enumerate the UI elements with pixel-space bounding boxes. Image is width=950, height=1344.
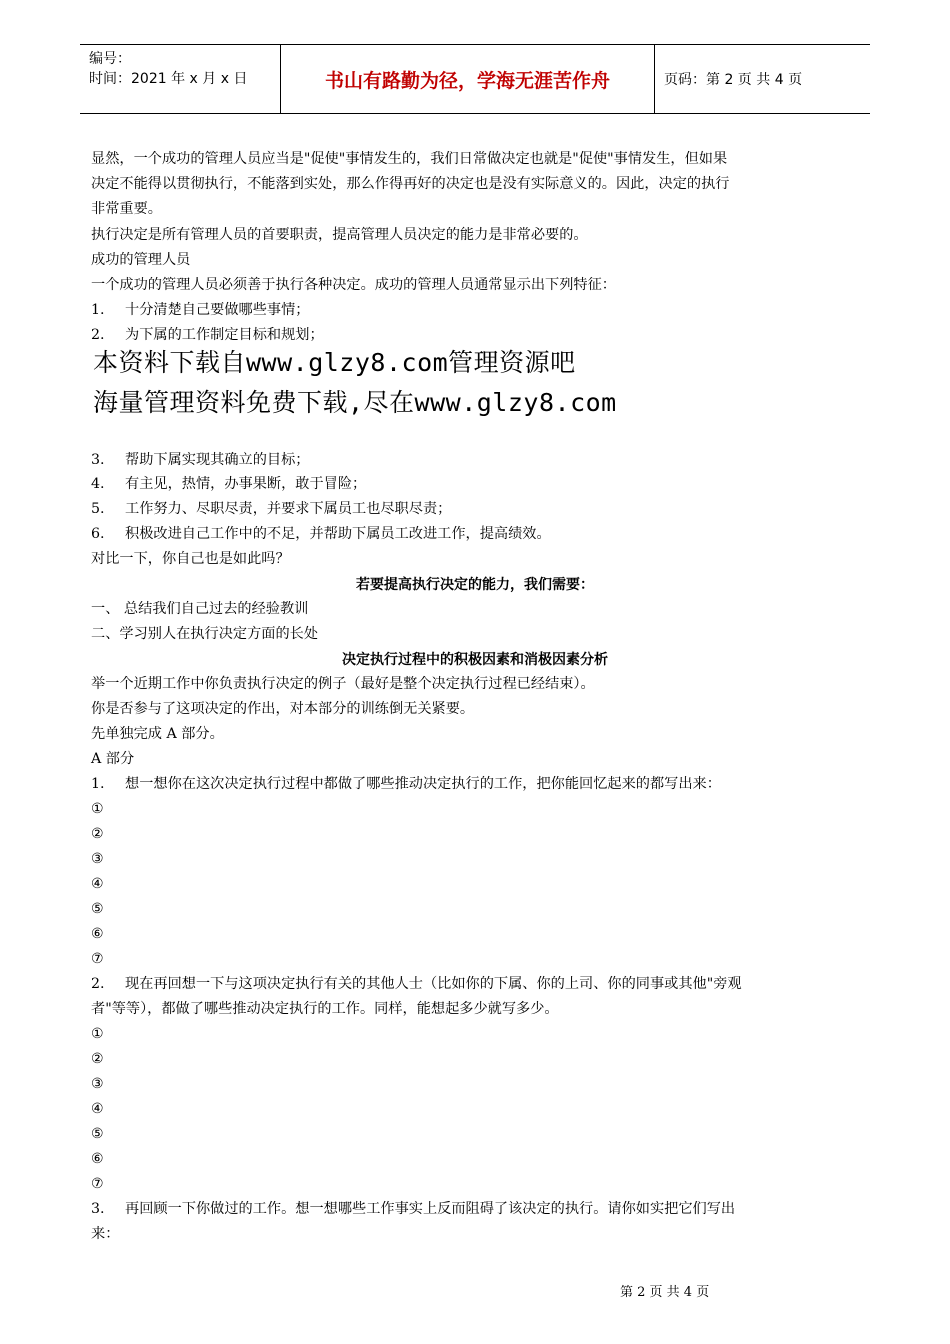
list-item: 4. 有主见，热情，办事果断，敢于冒险；: [91, 476, 367, 492]
question: 2. 现在再回想一下与这项决定执行有关的其他人士（比如你的下属、你的上司、你的同事或其他"旁观: [91, 976, 742, 992]
question: 1. 想一想你在这次决定执行过程中都做了哪些推动决定执行的工作，把你能回忆起来的都写出来：: [91, 776, 721, 792]
answer-slot: ④: [91, 876, 104, 892]
paragraph-line: 先单独完成 A 部分。: [91, 726, 224, 742]
download-ad-line: 本资料下载自www.glzy8.com管理资源吧: [93, 348, 576, 377]
page-header: [80, 44, 870, 114]
section-label: 成功的管理人员: [91, 252, 191, 268]
question: 3. 再回顾一下你做过的工作。想一想哪些工作事实上反而阻碍了该决定的执行。请你如实把它们写出: [91, 1201, 736, 1217]
paragraph-line: 对比一下，你自己也是如此吗？: [91, 551, 290, 567]
question-continuation: 者"等等），都做了哪些推动决定执行的工作。同样，能想起多少就写多少。: [91, 1001, 559, 1017]
answer-slot: ④: [91, 1101, 104, 1117]
answer-slot: ⑥: [91, 926, 104, 942]
header-motto: 书山有路勤为径，学海无涯苦作舟: [281, 45, 655, 113]
section-heading: 决定执行过程中的积极因素和消极因素分析: [342, 652, 608, 668]
paragraph-line: 显然，一个成功的管理人员应当是"促使"事情发生的，我们日常做决定也就是"促使"事情发生，但如果: [91, 151, 728, 167]
answer-slot: ⑤: [91, 1126, 104, 1142]
answer-slot: ②: [91, 1051, 104, 1067]
list-item: 5. 工作努力、尽职尽责，并要求下属员工也尽职尽责；: [91, 501, 452, 517]
list-item: 一、 总结我们自己过去的经验教训: [91, 601, 309, 617]
page-footer: 第 2 页 共 4 页: [620, 1285, 710, 1300]
section-heading: 若要提高执行决定的能力，我们需要：: [356, 577, 594, 593]
answer-slot: ⑦: [91, 1176, 104, 1192]
question-continuation: 来：: [91, 1226, 120, 1242]
header-page-label: 页码：第 2 页 共 4 页: [664, 72, 803, 88]
list-item: 6. 积极改进自己工作中的不足，并帮助下属员工改进工作，提高绩效。: [91, 526, 551, 542]
list-item: 2. 为下属的工作制定目标和规划；: [91, 327, 324, 343]
answer-slot: ①: [91, 1026, 104, 1042]
answer-slot: ⑥: [91, 1151, 104, 1167]
answer-slot: ①: [91, 801, 104, 817]
answer-slot: ⑤: [91, 901, 104, 917]
time-label: 时间：2021 年 x 月 x 日: [89, 71, 248, 87]
list-item: 二、学习别人在执行决定方面的长处: [91, 626, 319, 642]
answer-slot: ③: [91, 851, 104, 867]
paragraph-line: 你是否参与了这项决定的作出，对本部分的训练倒无关紧要。: [91, 701, 475, 717]
paragraph-line: 决定不能得以贯彻执行，不能落到实处，那么作得再好的决定也是没有实际意义的。因此，决定的执行: [91, 176, 730, 192]
list-item: 3. 帮助下属实现其确立的目标；: [91, 452, 310, 468]
answer-slot: ②: [91, 826, 104, 842]
paragraph-line: 非常重要。: [91, 201, 162, 217]
paragraph-line: 执行决定是所有管理人员的首要职责，提高管理人员决定的能力是非常必要的。: [91, 227, 588, 243]
paragraph-line: 一个成功的管理人员必须善于执行各种决定。成功的管理人员通常显示出下列特征：: [91, 277, 616, 293]
number-label: 编号：: [89, 51, 131, 67]
paragraph-line: 举一个近期工作中你负责执行决定的例子（最好是整个决定执行过程已经结束）。: [91, 676, 595, 692]
download-ad-line: 海量管理资料免费下载,尽在www.glzy8.com: [93, 388, 617, 417]
answer-slot: ⑦: [91, 951, 104, 967]
list-item: 1. 十分清楚自己要做哪些事情；: [91, 302, 310, 318]
section-label: A 部分: [91, 751, 135, 767]
answer-slot: ③: [91, 1076, 104, 1092]
header-meta: [80, 45, 281, 113]
